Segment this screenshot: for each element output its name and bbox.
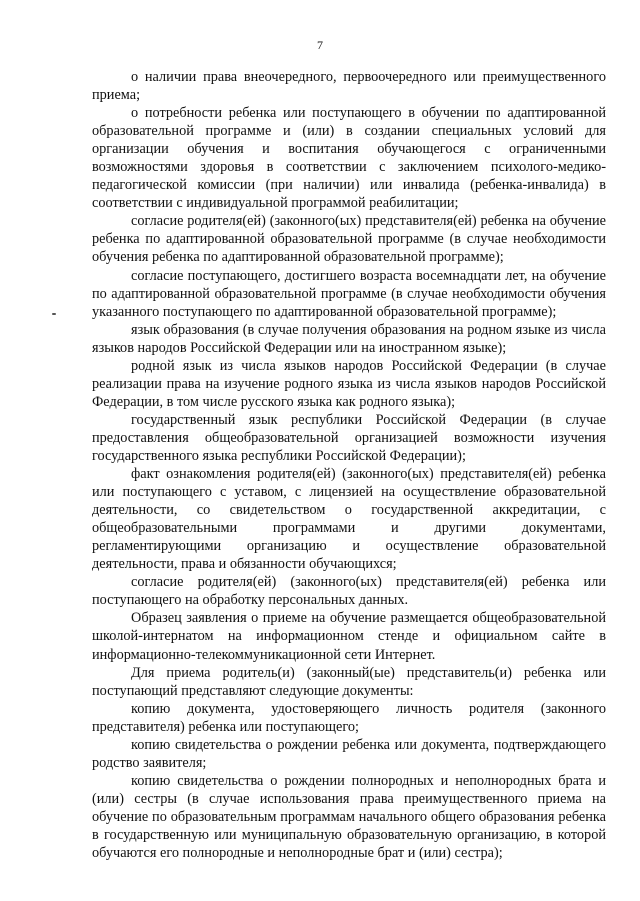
paragraph-priority-admission: о наличии права внеочередного, первоочередного или преимущественного приема; <box>92 69 606 104</box>
paragraph-siblings-birth-certificate-copy: копию свидетельства о рождении полнородных и неполнородных брата и (или) сестры (в случае использования права преимущественного приема на обучение по образовательным программам начального общего образования ребенка в государственную или муниципальную образовательную организацию, в которой обучаются его полнородные и неполнородные брат и (или) сестра); <box>92 772 606 862</box>
paragraph-adapted-program-need: о потребности ребенка или поступающего в обучении по адаптированной образовательной программе и (или) в создании специальных условий для организации обучения и воспитания обучающегося с ограниченными возможностями здоровья в соответствии с заключением психолого-медико-педагогической комиссии (при наличии) или инвалида (ребенка-инвалида) в соответствии с индивидуальной программой реабилитации; <box>92 105 606 212</box>
scan-artifact-mark <box>52 313 56 315</box>
paragraph-acquaintance-with-charter: факт ознакомления родителя(ей) (законного(ых) представителя(ей) ребенка или поступающего с уставом, с лицензией на осуществление образовательной деятельности, со свидетельством о государственной аккредитации, с общеобразовательными программами и другими документами, регламентирующими организацию и осуществление образовательной деятельности, права и обязанности обучающихся; <box>92 466 606 573</box>
paragraph-personal-data-consent: согласие родителя(ей) (законного(ых) представителя(ей) ребенка или поступающего на обработку персональных данных. <box>92 574 606 609</box>
paragraph-native-language: родной язык из числа языков народов Российской Федерации (в случае реализации права на изучение родного языка из числа языков народов Российской Федерации, в том числе русского языка как родного языка); <box>92 357 606 410</box>
paragraph-birth-certificate-copy: копию свидетельства о рождении ребенка или документа, подтверждающего родство заявителя; <box>92 736 606 771</box>
document-body <box>92 68 606 862</box>
paragraph-applicant-consent-adapted-program: согласие поступающего, достигшего возраста восемнадцати лет, на обучение по адаптированной образовательной программе (в случае необходимости обучения указанного поступающего по адаптированной образовательной программе); <box>92 267 606 320</box>
paragraph-parent-consent-adapted-program: согласие родителя(ей) (законного(ых) представителя(ей) ребенка на обучение ребенка по адаптированной образовательной программе (в случае необходимости обучения ребенка по адаптированной образовательной программе); <box>92 213 606 266</box>
paragraph-language-of-education: язык образования (в случае получения образования на родном языке из числа языков народов Российской Федерации или на иностранном языке); <box>92 321 606 356</box>
paragraph-state-language-republic: государственный язык республики Российской Федерации (в случае предоставления общеобразовательной организацией возможности изучения государственного языка республики Российской Федерации); <box>92 411 606 464</box>
page-number: 7 <box>317 38 323 52</box>
paragraph-documents-intro: Для приема родитель(и) (законный(ые) представитель(и) ребенка или поступающий представляют следующие документы: <box>92 664 606 699</box>
paragraph-identity-document-copy: копию документа, удостоверяющего личность родителя (законного представителя) ребенка или поступающего; <box>92 700 606 735</box>
paragraph-application-sample: Образец заявления о приеме на обучение размещается общеобразовательной школой-интернатом на информационном стенде и официальном сайте в информационно-телекоммуникационной сети Интернет. <box>92 610 606 663</box>
